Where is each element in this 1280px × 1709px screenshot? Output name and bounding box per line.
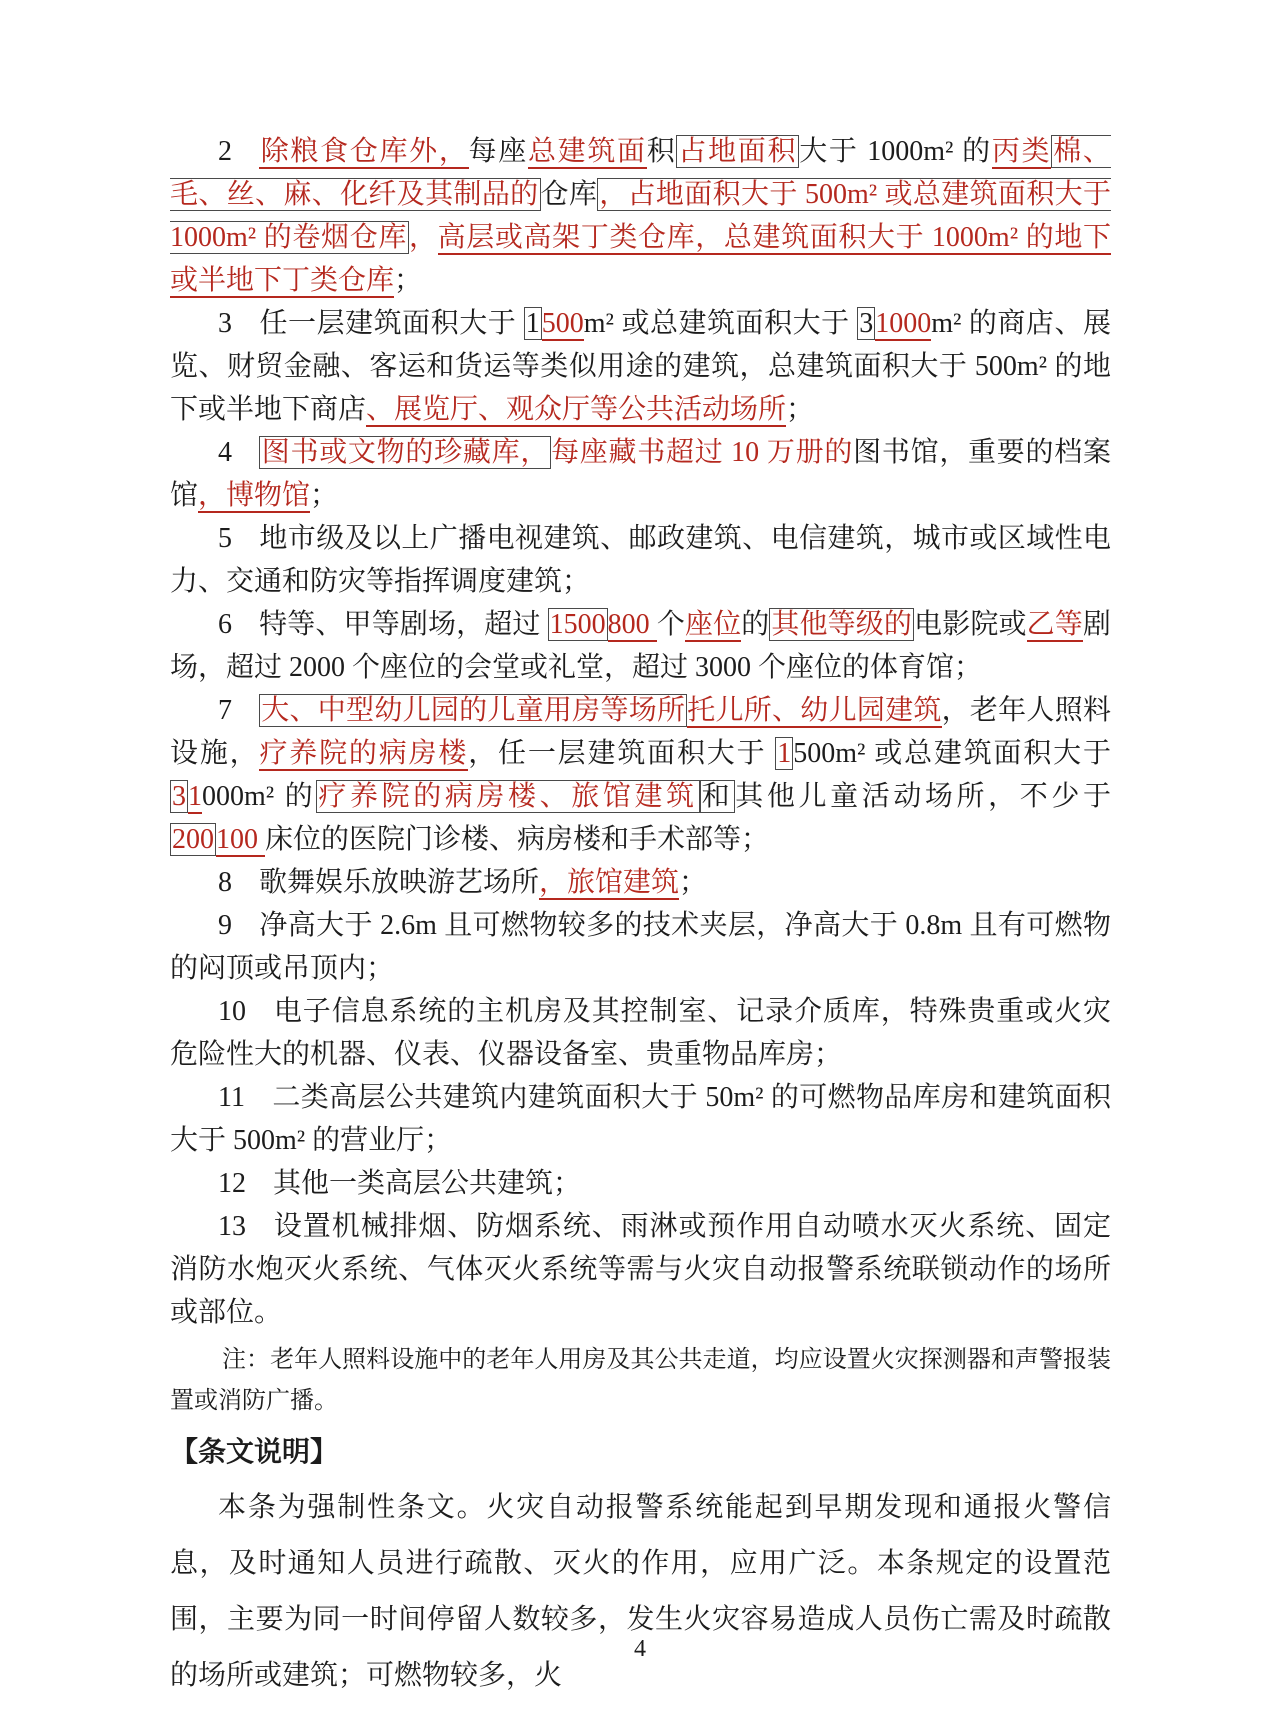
- text-run-n: 的: [741, 609, 770, 640]
- text-run-n: ；: [679, 867, 708, 898]
- paragraph-item-4: [170, 431, 1111, 517]
- text-run-n: 歌舞娱乐放映游艺场所: [259, 867, 540, 898]
- text-run-n: 地市级及以上广播电视建筑、邮政建筑、电信建筑，城市或区域性电力、交通和防灾等指挥调度建筑；: [170, 523, 1111, 597]
- item-number: 12: [218, 1168, 246, 1199]
- text-run-i: 座位: [684, 609, 742, 640]
- text-run-i: 1: [188, 781, 202, 812]
- document-body: [170, 130, 1111, 1704]
- paragraph-item-13: [170, 1205, 1111, 1334]
- text-run-d: 1: [777, 738, 792, 769]
- text-run-i: 乙等: [1026, 609, 1083, 640]
- paragraph-item-10: [170, 990, 1111, 1076]
- text-run-n: 特等、甲等剧场，超过: [259, 609, 548, 640]
- text-run-i: 总建筑面: [527, 136, 647, 167]
- text-run-n: 剧场，超过 2000 个座位的会堂或礼堂，超过 3000 个座位的体育馆；: [170, 609, 1111, 683]
- text-run-d: 200: [172, 824, 214, 855]
- item-number: 10: [218, 996, 246, 1027]
- text-run-n: 大于 1000m² 的: [799, 136, 992, 167]
- text-run-n: ；: [786, 394, 815, 425]
- text-run-n: ；: [310, 480, 339, 511]
- item-number: 11: [218, 1082, 245, 1113]
- text-run-n: m² 或总建筑面积大于: [583, 308, 858, 339]
- paragraph-item-9: [170, 904, 1111, 990]
- text-run-i: ，博物馆: [198, 480, 311, 511]
- paragraph-note: [170, 1340, 1111, 1422]
- text-run-d: 疗养院的病房楼、旅馆建筑: [318, 781, 698, 812]
- text-run-n: 电子信息系统的主机房及其控制室、记录介质库，特殊贵重或火灾危险性大的机器、仪表、仪器设备室、贵重物品库房；: [170, 996, 1111, 1070]
- text-run-r: 每座藏书超过 10 万册的: [551, 437, 854, 468]
- text-run-d: 棉、毛、丝、麻、化纤及其制品的: [170, 136, 1111, 210]
- text-run-d: 3: [172, 781, 186, 812]
- text-run-n: 【条文说明】: [170, 1437, 339, 1468]
- text-run-n: 其他一类高层公共建筑；: [273, 1168, 582, 1199]
- item-number: 13: [218, 1211, 246, 1242]
- text-run-n: ；: [394, 265, 423, 296]
- text-run-n: 本条为强制性条文。火灾自动报警系统能起到早期发现和通报火警信息，及时通知人员进行疏散、灭火的作用，应用广泛。本条规定的设置范围，主要为同一时间停留人数较多，发生火灾容易造成人员伤亡需及时疏散的场所或建筑；可燃物较多，火: [170, 1492, 1111, 1691]
- text-run-n: 000m² 的: [202, 781, 317, 812]
- page-number: 4: [634, 1636, 646, 1662]
- paragraph-item-2: [170, 130, 1111, 302]
- text-run-n: 老年人照料设施中的老年人用房及其公共走道，均应设置火灾探测器和声警报装置或消防广播。: [170, 1347, 1112, 1414]
- paragraph-section-heading: [170, 1428, 1111, 1478]
- text-run-d: ，占地面积大于 500m² 或总建筑面积大于 1000m² 的卷烟仓库: [170, 179, 1111, 253]
- text-run-b: 和: [701, 781, 734, 812]
- text-run-i: 托儿所、幼儿园建筑: [687, 695, 942, 726]
- text-run-n: 任一层建筑面积大于: [259, 308, 524, 339]
- text-run-n: 图书馆，重要的档案馆: [170, 437, 1111, 511]
- text-run-n: 设置机械排烟、防烟系统、雨淋或预作用自动喷水灭火系统、固定消防水炮灭火系统、气体灭火系统等需与火灾自动报警系统联锁动作的场所或部位。: [170, 1211, 1111, 1328]
- paragraph-item-11: [170, 1076, 1111, 1162]
- item-number: 7: [218, 695, 232, 726]
- paragraph-item-8: [170, 861, 1111, 904]
- text-run-n: 仓库: [540, 179, 598, 210]
- item-number: 4: [218, 437, 232, 468]
- paragraph-item-7: [170, 689, 1111, 861]
- text-run-i: 除粮食仓库外，: [259, 136, 469, 167]
- item-number: 2: [218, 136, 232, 167]
- text-run-d: 1500: [549, 609, 606, 640]
- text-run-i: 疗养院的病房楼: [259, 738, 469, 769]
- paragraph-explanation: [170, 1480, 1111, 1704]
- text-run-n: 500m² 或总建筑面积大于: [793, 738, 1111, 769]
- text-run-i: ，旅馆建筑: [539, 867, 680, 898]
- paragraph-item-5: [170, 517, 1111, 603]
- text-run-i: 丙类: [991, 136, 1052, 167]
- item-number: 6: [218, 609, 232, 640]
- text-run-d: 大、中型幼儿园的儿童用房等场所: [261, 695, 686, 726]
- text-run-n: ，老年人照料设施，: [170, 695, 1111, 769]
- text-run-n: 注：: [222, 1347, 271, 1373]
- text-run-i: 500: [541, 308, 584, 339]
- text-run-d: 占地面积: [678, 136, 798, 167]
- text-run-i: 100: [216, 824, 265, 855]
- text-run-n: 床位的医院门诊楼、病房楼和手术部等；: [265, 824, 770, 855]
- text-run-n: m² 的商店、展览、财贸金融、客运和货运等类似用途的建筑，总建筑面积大于 500m² 的地下或半地下商店: [170, 308, 1111, 425]
- text-run-i: 1000: [875, 308, 932, 339]
- paragraph-item-12: [170, 1162, 1111, 1205]
- text-run-i: 高层或高架丁类仓库，总建筑面积大于 1000m² 的地下或半地下丁类仓库: [170, 222, 1111, 296]
- text-run-d: 图书或文物的珍藏库，: [261, 437, 550, 468]
- text-run-i: 800: [607, 609, 657, 640]
- text-run-i: 、展览厅、观众厅等公共活动场所: [366, 394, 787, 425]
- text-run-n: 电影院或: [914, 609, 1027, 640]
- item-number: 9: [218, 910, 232, 941]
- paragraph-item-3: [170, 302, 1111, 431]
- paragraph-item-6: [170, 603, 1111, 689]
- item-number: 5: [218, 523, 232, 554]
- text-run-n: ，任一层建筑面积大于: [468, 738, 776, 769]
- text-run-d: 其他等级的: [771, 609, 913, 640]
- text-run-r: ，: [408, 222, 438, 253]
- text-run-b: 1: [525, 308, 540, 339]
- text-run-n: 其他儿童活动场所，不少于: [735, 781, 1111, 812]
- item-number: 8: [218, 867, 232, 898]
- text-run-n: 净高大于 2.6m 且可燃物较多的技术夹层，净高大于 0.8m 且有可燃物的闷顶或吊顶内；: [170, 910, 1111, 984]
- text-run-n: 二类高层公共建筑内建筑面积大于 50m² 的可燃物品库房和建筑面积大于 500m² 的营业厅；: [170, 1082, 1111, 1156]
- text-run-n: 每座: [468, 136, 528, 167]
- item-number: 3: [218, 308, 232, 339]
- text-run-n: 个: [656, 609, 685, 640]
- text-run-b: 3: [859, 308, 874, 339]
- text-run-n: 积: [646, 136, 677, 167]
